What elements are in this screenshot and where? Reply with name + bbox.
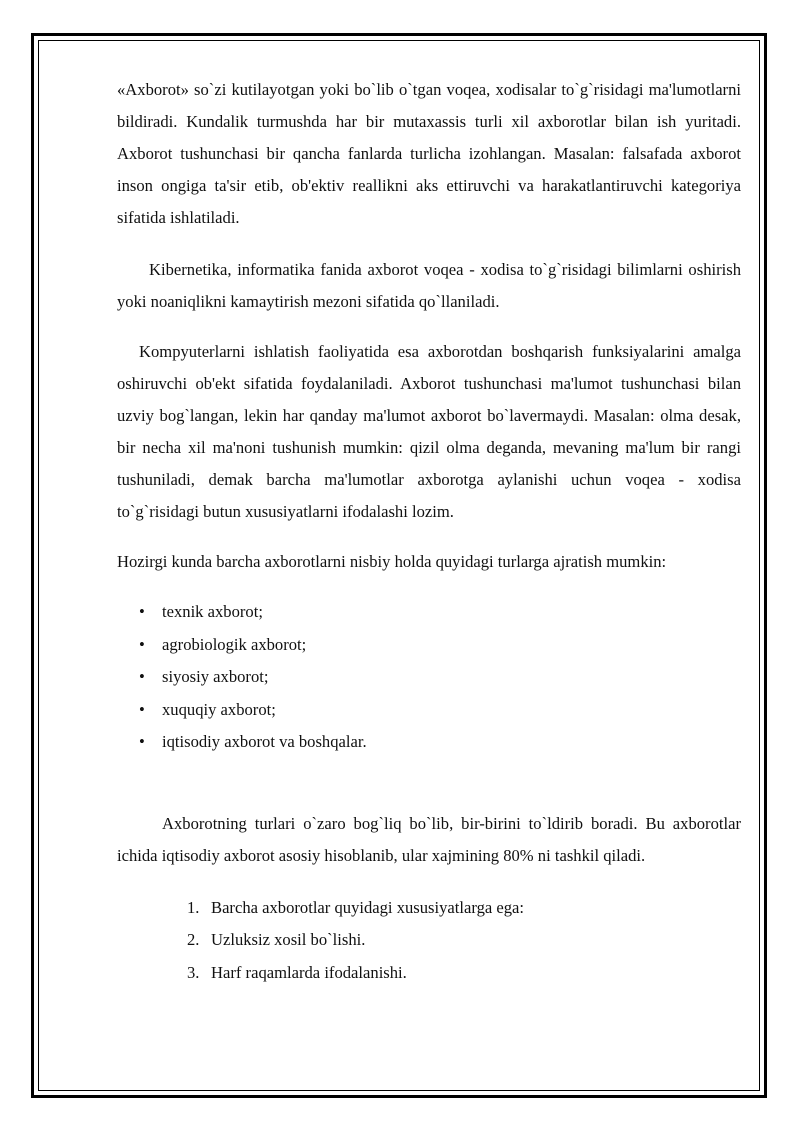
xususiyatlar-list — [117, 892, 741, 990]
list-item — [117, 629, 741, 662]
list-item-text: agrobiologik axborot; — [162, 634, 307, 654]
list-item — [117, 726, 741, 759]
numbered-item-text: Barcha axborotlar quyidagi xususiyatlarga ega: — [211, 897, 525, 917]
paragraph-kibernetika: Kibernetika, informatika fanida axborot voqea - xodisa to`g`risidagi bilimlarni oshirish yoki noaniqlikni kamaytirish mezoni sifatida qo`llaniladi. — [117, 260, 741, 311]
paragraph-kompyuterlar: Kompyuterlarni ishlatish faoliyatida esa axborotdan boshqarish funksiyalarini amalga oshiruvchi ob'ekt sifatida foydalaniladi. Axborot tushunchasi ma'lumot tushunchasi bilan uzviy bog`langan, lekin har qanday ma'lumot axborot bo`lavermaydi. Masalan: olma desak, bir necha xil ma'noni tushunish mumkin: qizil olma deganda, mevaning ma'lum bir rangi tushuniladi, demak barcha ma'lumotlar axborotga aylanishi uchun voqea - xodisa to`g`risidagi butun xususiyatlarni ifodalashi lozim. — [117, 342, 741, 521]
bullet-icon: • — [139, 667, 145, 686]
bullet-icon: • — [139, 732, 145, 751]
axborot-types-list — [117, 596, 741, 759]
item-number: 2. — [187, 930, 200, 949]
paragraph-turlar-intro: Hozirgi kunda barcha axborotlarni nisbiy holda quyidagi turlarga ajratish mumkin: — [117, 552, 667, 571]
list-item-text: iqtisodiy axborot va boshqalar. — [162, 732, 367, 751]
document-body — [117, 74, 741, 989]
item-number: 1. — [187, 897, 200, 917]
numbered-item-text: Harf raqamlarda ifodalanishi. — [211, 962, 407, 982]
numbered-item — [117, 892, 741, 925]
bullet-icon: • — [139, 634, 145, 654]
numbered-item — [117, 957, 741, 990]
paragraph-axborot-definition: «Axborot» so`zi kutilayotgan yoki bo`lib o`tgan voqea, xodisalar to`g`risidagi ma'lumotlarni bildiradi. Kundalik turmushda har bir mutaxassis turli xil axborotlar bilan ish yuritadi. Axborot tushunchasi bir qancha fanlarda turlicha izohlangan. Masalan: falsafada axborot inson ongiga ta'sir etib, ob'ektiv reallikni aks ettiruvchi va harakatlantiruvchi kategoriya sifatida ishlatiladi. — [117, 80, 741, 227]
numbered-item — [117, 924, 741, 957]
bullet-icon: • — [139, 602, 145, 621]
list-item — [117, 596, 741, 629]
paragraph-iqtisodiy-axborot: Axborotning turlari o`zaro bog`liq bo`lib, bir-birini to`ldirib boradi. Bu axborotlar ichida iqtisodiy axborot asosiy hisoblanib, ular xajmining 80% ni tashkil qiladi. — [117, 813, 741, 865]
list-item-text: texnik axborot; — [162, 602, 263, 621]
list-item-text: siyosiy axborot; — [162, 667, 269, 686]
list-item — [117, 661, 741, 694]
list-item — [117, 694, 741, 727]
list-item-text: xuquqiy axborot; — [162, 699, 276, 719]
item-number: 3. — [187, 962, 200, 982]
bullet-icon: • — [139, 699, 145, 719]
numbered-item-text: Uzluksiz xosil bo`lishi. — [211, 930, 366, 949]
